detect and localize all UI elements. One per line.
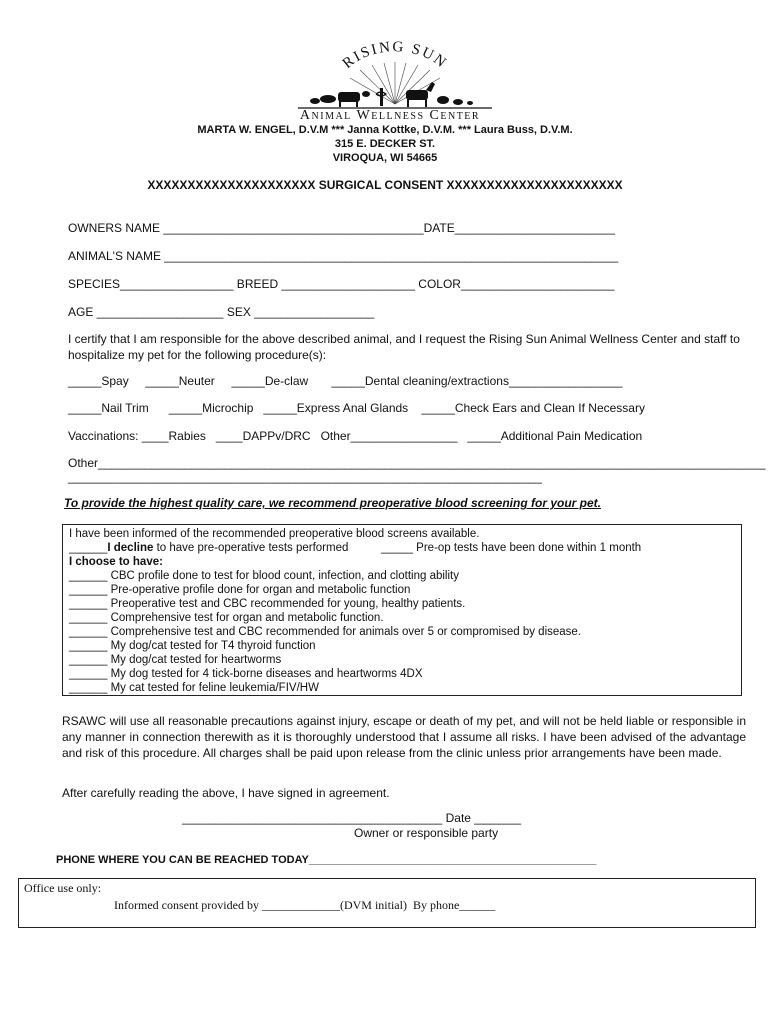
screen-option[interactable]: ______ Comprehensive test for organ and metabolic function. xyxy=(69,612,384,624)
choose-heading: I choose to have: xyxy=(69,556,163,568)
address-street: 315 E. DECKER ST. xyxy=(334,138,436,150)
age-sex-field[interactable]: AGE ___________________ SEX __________________ xyxy=(68,305,375,319)
office-use-box xyxy=(18,878,756,928)
doctors-line: MARTA W. ENGEL, D.V.M *** Janna Kottke, D.V.M. *** Laura Buss, D.V.M. xyxy=(197,124,573,136)
screen-option[interactable]: ______ My dog tested for 4 tick-borne diseases and heartworms 4DX xyxy=(69,668,423,680)
center-name: Animal Wellness Center xyxy=(299,108,481,123)
screening-intro: I have been informed of the recommended preoperative blood screens available. xyxy=(69,528,480,540)
blood-screening-recommendation: To provide the highest quality care, we recommend preoperative blood screening for your pet. xyxy=(64,496,601,510)
screen-option[interactable]: ______ Pre-operative profile done for organ and metabolic function xyxy=(69,584,411,596)
procedures-row-3[interactable]: Vaccinations: ____Rabies ____DAPPv/DRC Other________________ _____Additional Pain Medication xyxy=(68,429,643,443)
blood-screening-box xyxy=(62,524,742,696)
screen-option[interactable]: ______ My dog/cat tested for heartworms xyxy=(69,654,282,666)
procedures-row-2[interactable]: _____Nail Trim _____Microchip _____Express Anal Glands _____Check Ears and Clean If Necessary xyxy=(68,401,645,415)
signature-date-line[interactable]: _______________________________________ Date _______ xyxy=(182,811,522,825)
screen-option[interactable]: ______ Preoperative test and CBC recommended for young, healthy patients. xyxy=(69,598,466,610)
screen-option[interactable]: ______ Comprehensive test and CBC recommended for animals over 5 or compromised by disease. xyxy=(69,626,582,638)
agreement-statement: After carefully reading the above, I have signed in agreement. xyxy=(62,786,390,800)
animals-name-field[interactable]: ANIMAL'S NAME ____________________________________________________________________ xyxy=(68,249,619,263)
animals-silhouette-icon xyxy=(310,82,473,107)
decline-option[interactable] xyxy=(69,542,348,554)
procedures-row-1[interactable]: _____Spay _____Neuter _____De-claw _____Dental cleaning/extractions_________________ xyxy=(68,374,623,388)
rising-sun-logo xyxy=(280,38,510,118)
decline-label: I decline xyxy=(107,542,154,554)
screen-option[interactable]: ______ My cat tested for feline leukemia/FIV/HW xyxy=(69,682,319,694)
species-breed-color-field[interactable]: SPECIES_________________ BREED ____________________ COLOR_______________________ xyxy=(68,277,615,291)
preop-done-option[interactable]: _____ Pre-op tests have been done within 1 month xyxy=(381,542,642,554)
decline-blank: ______ xyxy=(69,542,108,554)
form-title: XXXXXXXXXXXXXXXXXXXXX SURGICAL CONSENT XXXXXXXXXXXXXXXXXXXXXX xyxy=(147,178,623,192)
liability-paragraph: RSAWC will use all reasonable precautions against injury, escape or death of my pet, and will not be held liable or responsible in any manner in connection therewith as it is thoroughly understood that I assume all risks. I have been advised of the advantage and risk of this procedure. All charges shall be paid upon release from the clinic unless prior arrangements have been made. xyxy=(62,714,746,760)
address-city: VIROQUA, WI 54665 xyxy=(332,152,438,164)
owners-name-field[interactable]: OWNERS NAME _______________________________________DATE________________________ xyxy=(68,221,615,235)
office-use-title: Office use only: xyxy=(24,881,102,895)
logo-arc-text: RISING SUN xyxy=(339,39,451,73)
decline-rest: to have pre-operative tests performed xyxy=(153,542,349,554)
other-procedure-line-1[interactable]: Other____________________________________________________________________________________________________ xyxy=(68,456,766,470)
phone-field[interactable]: PHONE WHERE YOU CAN BE REACHED TODAY_______________________________________________ xyxy=(56,854,597,866)
certify-paragraph: I certify that I am responsible for the above described animal, and I request the Rising Sun Animal Wellness Center and staff to hospitalize my pet for the following procedure(s): xyxy=(68,332,740,362)
other-procedure-line-2[interactable]: _______________________________________________________________________ xyxy=(68,470,542,484)
screen-option[interactable]: ______ CBC profile done to test for blood count, infection, and clotting ability xyxy=(69,570,459,582)
office-consent-line[interactable]: Informed consent provided by _____________(DVM initial) By phone______ xyxy=(114,898,496,912)
screen-option[interactable]: ______ My dog/cat tested for T4 thyroid function xyxy=(69,640,316,652)
signature-caption: Owner or responsible party xyxy=(354,826,499,840)
